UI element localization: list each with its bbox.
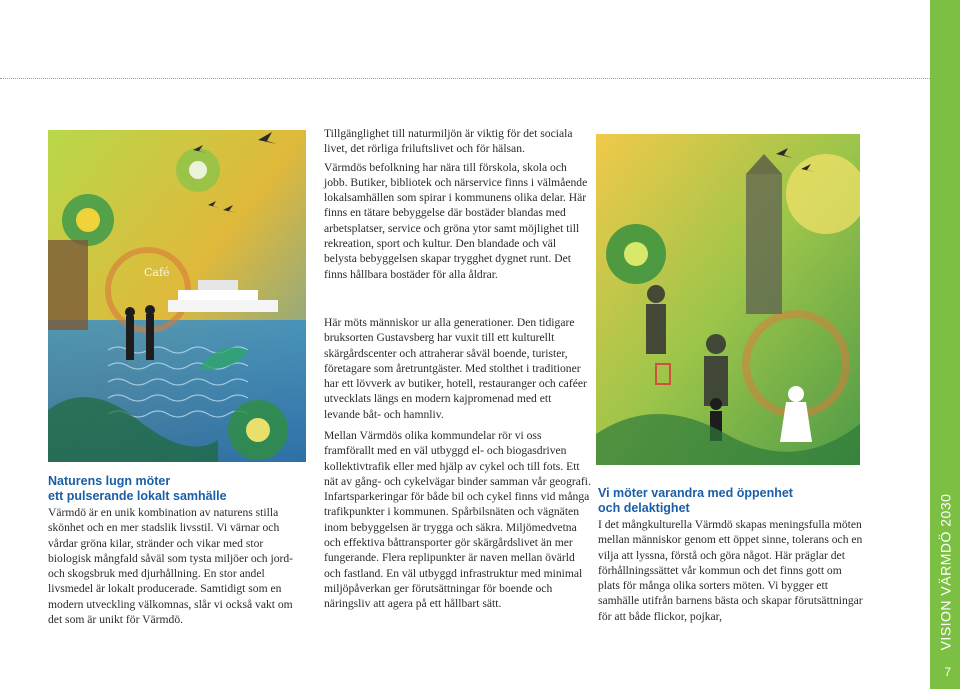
generations-text <box>324 315 590 422</box>
openness-heading-line-1: Vi möter varandra med öppenhet <box>598 486 793 500</box>
vision-label-wrap <box>932 493 958 651</box>
community-illustration-art <box>596 134 860 465</box>
generations-paragraph: Här möts människor ur alla generationer. Den tidigare bruksorten Gustavsberg har vuxit till ett kulturellt skärgårdscenter och attraherar såväl boende, turister, företagare som åretruntgäster. Med stolthet i traditioner har ett lövverk av butiker, hotell, restauranger och caféer utvecklats längs en modern kajpromenad med ett levande båt- och hamnliv. <box>324 316 587 421</box>
harbour-illustration <box>48 130 306 462</box>
transport-paragraph: Mellan Värmdös olika kommundelar rör vi oss framförallt med en väl utbyggd el- och biogasdriven kollektivtrafik eller med hjälp av cykel och till fots. Ett nät av gång- och cykelvägar binder samman vår geografi. Infartsparkeringar för både bil och cykel finns vid många trafikpunkter i kommunen. Spårbilsnäten och vägnäten inom bebyggelsen är trygga och säkra. Miljömedvetna och effektiva båttransporter gör skärgårdslivet än mer fungerande. Flera replipunkter är naven mellan övärld och fastland. En väl utbyggd infrastruktur med minimal miljöpåverkan ger förutsättningar för boende och näringsliv att agera på ett hållbart sätt. <box>324 429 591 611</box>
harbour-illustration-art <box>48 130 306 462</box>
vision-label: VISION VÄRMDÖ 2030 <box>937 493 954 651</box>
intro-paragraph-1: Tillgänglighet till naturmiljön är viktig för det sociala livet, det rörliga friluftslivet och för hälsan. <box>324 127 573 156</box>
intro-text <box>324 126 588 282</box>
nature-section <box>48 474 306 627</box>
dotted-divider <box>0 78 930 79</box>
page-number: 7 <box>944 665 951 679</box>
nature-heading-line-1: Naturens lugn möter <box>48 474 171 488</box>
nature-body: Värmdö är en unik kombination av naturens stilla skönhet och en mer stadslik livsstil. Vi värnar och vårdar gröna kilar, stränder och vikar med stor biologisk mångfald såväl som tysta miljöer och jord- och skogsbruk med djurhållning. En stor andel livsmedel är lokalt producerade. Samtidigt som en modern utveckling välkomnas, slår vi också vakt om det som är unikt för Värmdö. <box>48 506 294 627</box>
transport-text <box>324 428 592 612</box>
openness-heading <box>598 486 864 515</box>
intro-paragraph-2: Värmdös befolkning har nära till förskola, skola och jobb. Butiker, bibliotek och närservice finns i välmående lokalsamhällen som spirar i kommunens olika delar. Här finns en tätare bebyggelse där bostäder blandas med arbetsplatser, service och gröna ytor samt möjlighet till rekreation, sport och kultur. Den blandade och väl belysta bebyggelsen skapar trygghet dygnet runt. Det finns hållbara bostäder för alla åldrar. <box>324 160 588 281</box>
community-illustration <box>596 134 860 465</box>
nature-heading-line-2: ett pulserande lokalt samhälle <box>48 488 227 503</box>
cafe-sign: Café <box>144 266 170 279</box>
nature-heading <box>48 474 306 503</box>
openness-section <box>598 486 864 624</box>
openness-body: I det mångkulturella Värmdö skapas meningsfulla möten mellan människor genom ett öppet sinne, tolerans och en vilja att lyssna, förstå och göra något. Här präglar det förhållningssättet vår kommun och det finns gott om plats för många olika sorters möten. Vi bygger ett samhälle utifrån barnens bästa och skapar förutsättningar för att både flickor, pojkar, <box>598 518 863 623</box>
openness-heading-line-2: och delaktighet <box>598 500 690 515</box>
